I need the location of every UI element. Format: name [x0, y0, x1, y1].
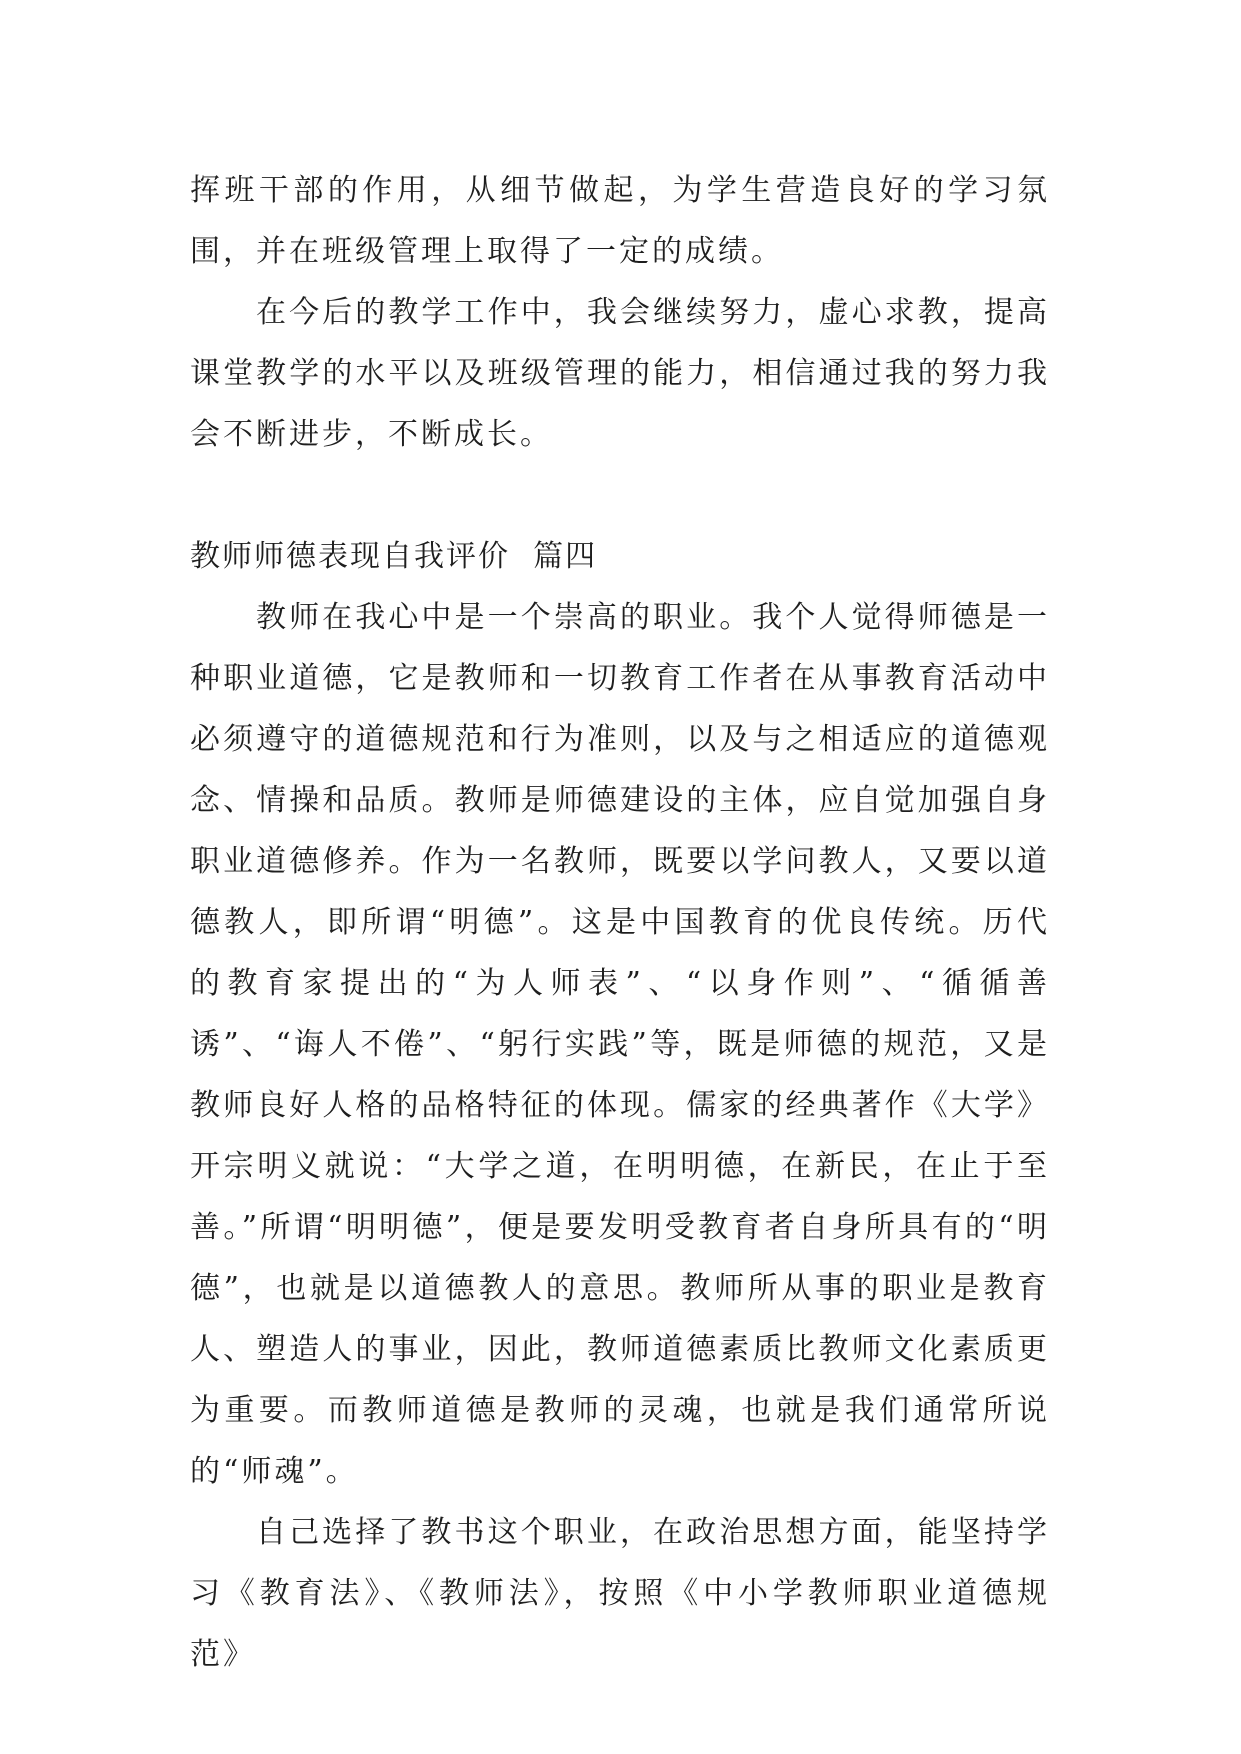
document-body	[190, 160, 1050, 1685]
paragraph-career-choice: 自己选择了教书这个职业，在政治思想方面，能坚持学习《教育法》、《教师法》，按照《中小学教师职业道德规范》	[190, 1515, 1050, 1672]
paragraph-future-work: 在今后的教学工作中，我会继续努力，虚心求教，提高课堂教学的水平以及班级管理的能力，相信通过我的努力我会不断进步，不断成长。	[190, 295, 1050, 452]
section-heading: 教师师德表现自我评价 篇四	[190, 539, 598, 574]
paragraph-teacher-ethics: 教师在我心中是一个崇高的职业。我个人觉得师德是一种职业道德，它是教师和一切教育工作者在从事教育活动中必须遵守的道德规范和行为准则，以及与之相适应的道德观念、情操和品质。教师是师德建设的主体，应自觉加强自身职业道德修养。作为一名教师，既要以学问教人，又要以道德教人，即所谓“明德”。这是中国教育的优良传统。历代的教育家提出的“为人师表”、“以身作则”、“循循善诱”、“诲人不倦”、“躬行实践”等，既是师德的规范，又是教师良好人格的品格特征的体现。儒家的经典著作《大学》开宗明义就说：“大学之道，在明明德，在新民，在止于至善。”所谓“明明德”，便是要发明受教育者自身所具有的“明德”，也就是以道德教人的意思。教师所从事的职业是教育人、塑造人的事业，因此，教师道德素质比教师文化素质更为重要。而教师道德是教师的灵魂，也就是我们通常所说的“师魂”。	[190, 600, 1050, 1489]
section-spacer	[190, 465, 1050, 526]
paragraph-continued: 挥班干部的作用，从细节做起，为学生营造良好的学习氛围，并在班级管理上取得了一定的成绩。	[190, 173, 1050, 269]
